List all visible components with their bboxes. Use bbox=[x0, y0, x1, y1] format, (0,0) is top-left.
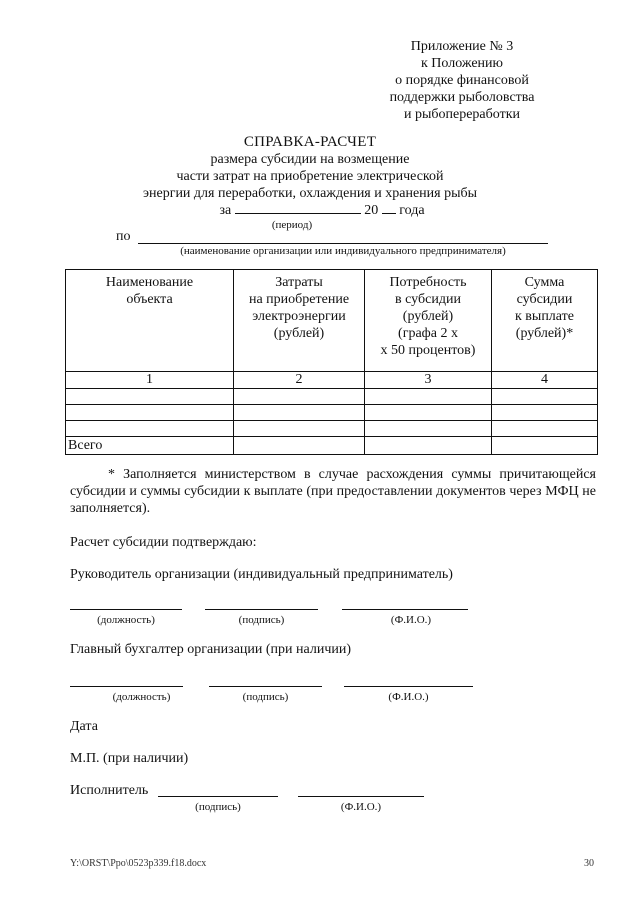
document-title: СПРАВКА-РАСЧЕТ bbox=[243, 134, 377, 150]
table-cell[interactable] bbox=[365, 421, 492, 437]
name-caption: (Ф.И.О.) bbox=[340, 801, 382, 813]
table-cell[interactable] bbox=[234, 421, 365, 437]
appendix-line: и рыбопереработки bbox=[403, 107, 520, 122]
period-input-line[interactable] bbox=[235, 213, 361, 214]
date-label: Дата bbox=[70, 719, 98, 734]
table-cell[interactable] bbox=[492, 421, 598, 437]
table-cell[interactable] bbox=[365, 437, 492, 455]
position-line[interactable] bbox=[70, 686, 183, 687]
table-row bbox=[66, 405, 598, 421]
table-row bbox=[66, 389, 598, 405]
appendix-line: Приложение № 3 bbox=[410, 39, 514, 54]
appendix-line: поддержки рыболовства bbox=[389, 90, 535, 105]
total-row bbox=[66, 437, 598, 455]
period-caption: (период) bbox=[271, 219, 313, 231]
total-label: Всего bbox=[66, 437, 234, 455]
period-row bbox=[124, 202, 520, 219]
table-cell[interactable] bbox=[234, 405, 365, 421]
column-header-text: Затраты на приобретение электроэнергии (рублей) bbox=[248, 275, 350, 341]
accountant-title: Главный бухгалтер организации (при наличии) bbox=[70, 642, 352, 657]
name-line[interactable] bbox=[344, 686, 473, 687]
name-line[interactable] bbox=[342, 609, 468, 610]
table-header-row bbox=[66, 270, 598, 372]
document-header bbox=[100, 134, 520, 231]
column-header-text: Сумма субсидии к выплате (рублей)* bbox=[515, 275, 574, 341]
table-cell[interactable] bbox=[492, 437, 598, 455]
column-number-row bbox=[66, 372, 598, 389]
table-cell[interactable] bbox=[66, 421, 234, 437]
subtitle-line: размера субсидии на возмещение bbox=[210, 152, 410, 167]
signature-line[interactable] bbox=[209, 686, 322, 687]
file-path: Y:\ORST\Ppo\0523p339.f18.docx bbox=[70, 858, 207, 869]
year-input-line[interactable] bbox=[382, 213, 396, 214]
position-caption: (должность) bbox=[112, 691, 171, 703]
table-cell[interactable] bbox=[365, 405, 492, 421]
footnote-text: * Заполняется министерством в случае расхождения суммы причитающейся субсидии и суммы субсидии к выплате (при предоставлении документов через МФЦ не заполняется). bbox=[70, 467, 596, 516]
table-row bbox=[66, 421, 598, 437]
column-header bbox=[234, 270, 365, 372]
stamp-label: М.П. (при наличии) bbox=[70, 751, 189, 766]
column-header bbox=[66, 270, 234, 372]
org-input-line[interactable] bbox=[138, 243, 548, 244]
name-caption: (Ф.И.О.) bbox=[388, 691, 429, 703]
table-cell[interactable] bbox=[66, 405, 234, 421]
appendix-line: о порядке финансовой bbox=[395, 73, 529, 88]
footnote bbox=[70, 466, 596, 517]
name-line[interactable] bbox=[298, 796, 424, 797]
table-cell[interactable] bbox=[66, 389, 234, 405]
table-cell[interactable] bbox=[492, 389, 598, 405]
appendix-line: к Положению bbox=[420, 56, 503, 71]
signature-caption: (подпись) bbox=[242, 691, 289, 703]
period-suffix: года bbox=[399, 203, 425, 218]
column-number: 3 bbox=[365, 372, 492, 389]
appendix-reference bbox=[362, 38, 562, 123]
column-header bbox=[365, 270, 492, 372]
column-number: 4 bbox=[492, 372, 598, 389]
position-line[interactable] bbox=[70, 609, 182, 610]
signature-caption: (подпись) bbox=[195, 801, 241, 813]
column-header bbox=[492, 270, 598, 372]
org-caption: (наименование организации или индивидуального предпринимателя) bbox=[180, 245, 506, 257]
column-number: 2 bbox=[234, 372, 365, 389]
signature-line[interactable] bbox=[205, 609, 318, 610]
table-cell[interactable] bbox=[234, 437, 365, 455]
table-cell[interactable] bbox=[365, 389, 492, 405]
head-title: Руководитель организации (индивидуальный предприниматель) bbox=[70, 567, 453, 582]
table-cell[interactable] bbox=[492, 405, 598, 421]
period-prefix: за bbox=[219, 203, 232, 218]
signature-caption: (подпись) bbox=[238, 614, 285, 626]
column-header-text: Наименование объекта bbox=[105, 275, 194, 307]
column-header-text: Потребность в субсидии (рублей) (графа 2 х х 50 процентов) bbox=[380, 275, 476, 358]
position-caption: (должность) bbox=[97, 614, 155, 626]
subtitle-line: энергии для переработки, охлаждения и хранения рыбы bbox=[142, 186, 478, 201]
table-cell[interactable] bbox=[234, 389, 365, 405]
executor-label: Исполнитель bbox=[70, 783, 149, 798]
column-number: 1 bbox=[66, 372, 234, 389]
page-number: 30 bbox=[584, 858, 594, 869]
name-caption: (Ф.И.О.) bbox=[390, 614, 432, 626]
signature-line[interactable] bbox=[158, 796, 278, 797]
subsidy-table bbox=[65, 269, 598, 455]
confirm-text: Расчет субсидии подтверждаю: bbox=[70, 535, 257, 550]
subtitle-line: части затрат на приобретение электрической bbox=[176, 169, 444, 184]
org-prefix: по bbox=[116, 229, 131, 244]
period-year: 20 bbox=[364, 203, 379, 218]
